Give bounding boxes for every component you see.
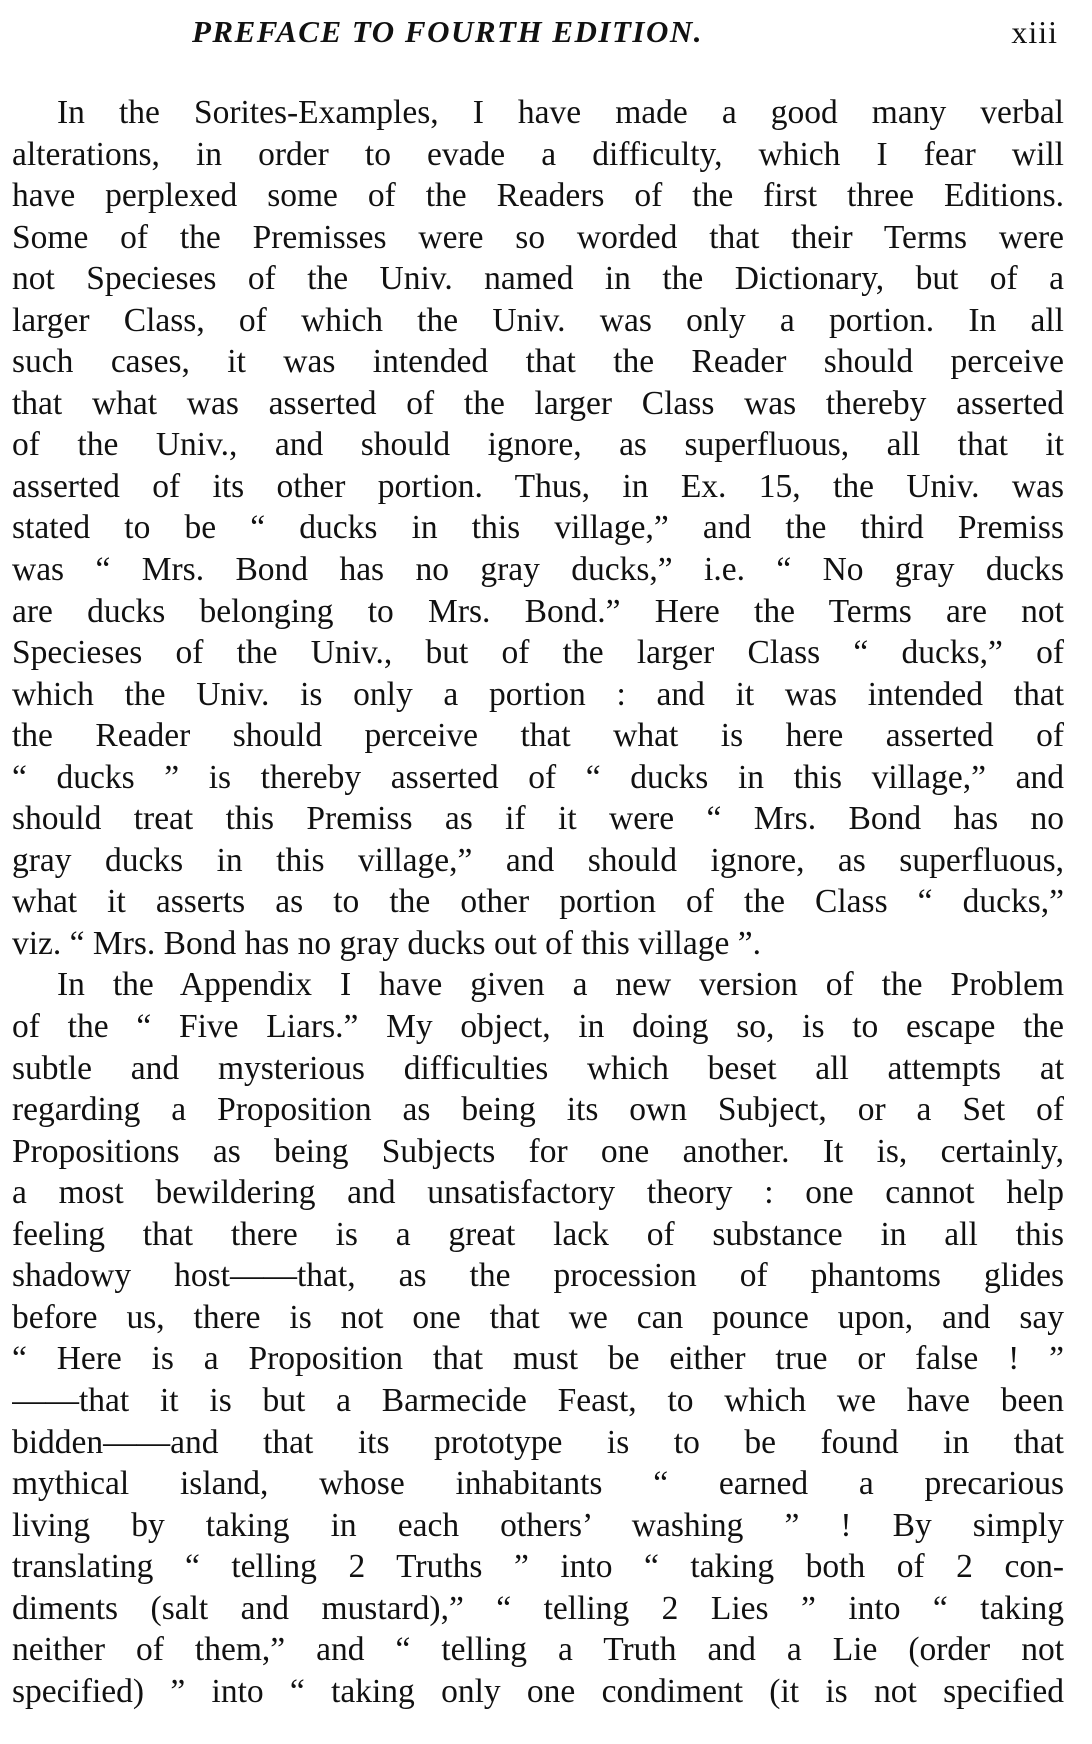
text-line: living by taking in each others’ washing ” ! By simply — [12, 1506, 1064, 1544]
text-line: asserted of its other portion. Thus, in Ex. 15, the Univ. was — [12, 467, 1064, 505]
text-line: bidden——and that its prototype is to be found in that — [12, 1423, 1064, 1461]
text-line: In the Appendix I have given a new version of the Problem — [57, 966, 1064, 1004]
running-title: PREFACE TO FOURTH EDITION. — [192, 14, 703, 49]
page-number: xiii — [1011, 14, 1058, 50]
text-line: mythical island, whose inhabitants “ earned a precarious — [12, 1465, 1064, 1503]
text-line: regarding a Proposition as being its own Subject, or a Set of — [12, 1091, 1064, 1129]
text-line: neither of them,” and “ telling a Truth and a Lie (order not — [12, 1631, 1064, 1669]
text-line: ——that it is but a Barmecide Feast, to which we have been — [12, 1381, 1064, 1419]
text-line: shadowy host——that, as the procession of phantoms glides — [12, 1257, 1064, 1295]
text-line: before us, there is not one that we can pounce upon, and say — [12, 1298, 1064, 1336]
text-line: have perplexed some of the Readers of the first three Editions. — [12, 177, 1064, 215]
text-line: Some of the Premisses were so worded that their Terms were — [12, 218, 1064, 256]
text-line: translating “ telling 2 Truths ” into “ taking both of 2 con- — [12, 1548, 1064, 1586]
text-line: should treat this Premiss as if it were “ Mrs. Bond has no — [12, 800, 1064, 838]
text-line: was “ Mrs. Bond has no gray ducks,” i.e. “ No gray ducks — [12, 551, 1064, 589]
text-line: such cases, it was intended that the Reader should perceive — [12, 343, 1064, 381]
text-line: “ ducks ” is thereby asserted of “ ducks in this village,” and — [12, 758, 1064, 796]
text-line: stated to be “ ducks in this village,” and the third Premiss — [12, 509, 1064, 547]
page-header — [0, 14, 1092, 54]
text-line: a most bewildering and unsatisfactory theory : one cannot help — [12, 1174, 1064, 1212]
text-line: not Specieses of the Univ. named in the Dictionary, but of a — [12, 260, 1064, 298]
text-line: are ducks belonging to Mrs. Bond.” Here the Terms are not — [12, 592, 1064, 630]
text-line: gray ducks in this village,” and should ignore, as superfluous, — [12, 841, 1064, 879]
text-line: In the Sorites-Examples, I have made a good many verbal — [57, 94, 1064, 131]
text-line: diments (salt and mustard),” “ telling 2 Lies ” into “ taking — [12, 1589, 1064, 1627]
text-line: alterations, in order to evade a difficulty, which I fear will — [12, 135, 1064, 173]
text-line: Propositions as being Subjects for one another. It is, certainly, — [12, 1132, 1064, 1170]
text-line: Specieses of the Univ., but of the larger Class “ ducks,” of — [12, 634, 1064, 672]
text-line: subtle and mysterious difficulties which beset all attempts at — [12, 1049, 1064, 1087]
preface-body-text — [12, 92, 1064, 1712]
text-line: specified) ” into “ taking only one condiment (it is not specified — [12, 1672, 1064, 1710]
text-line: of the Univ., and should ignore, as superfluous, all that it — [12, 426, 1064, 464]
paragraph-end-line: viz. “ Mrs. Bond has no gray ducks out of this village ”. — [12, 924, 761, 962]
text-line: of the “ Five Liars.” My object, in doing so, is to escape the — [12, 1008, 1064, 1046]
text-line: which the Univ. is only a portion : and it was intended that — [12, 675, 1064, 713]
text-line: larger Class, of which the Univ. was only a portion. In all — [12, 301, 1064, 339]
text-line: feeling that there is a great lack of substance in all this — [12, 1215, 1064, 1253]
text-line: what it asserts as to the other portion of the Class “ ducks,” — [12, 883, 1064, 921]
text-line: the Reader should perceive that what is here asserted of — [12, 717, 1064, 755]
text-line: that what was asserted of the larger Class was thereby asserted — [12, 384, 1064, 422]
text-line: “ Here is a Proposition that must be either true or false ! ” — [12, 1340, 1064, 1378]
